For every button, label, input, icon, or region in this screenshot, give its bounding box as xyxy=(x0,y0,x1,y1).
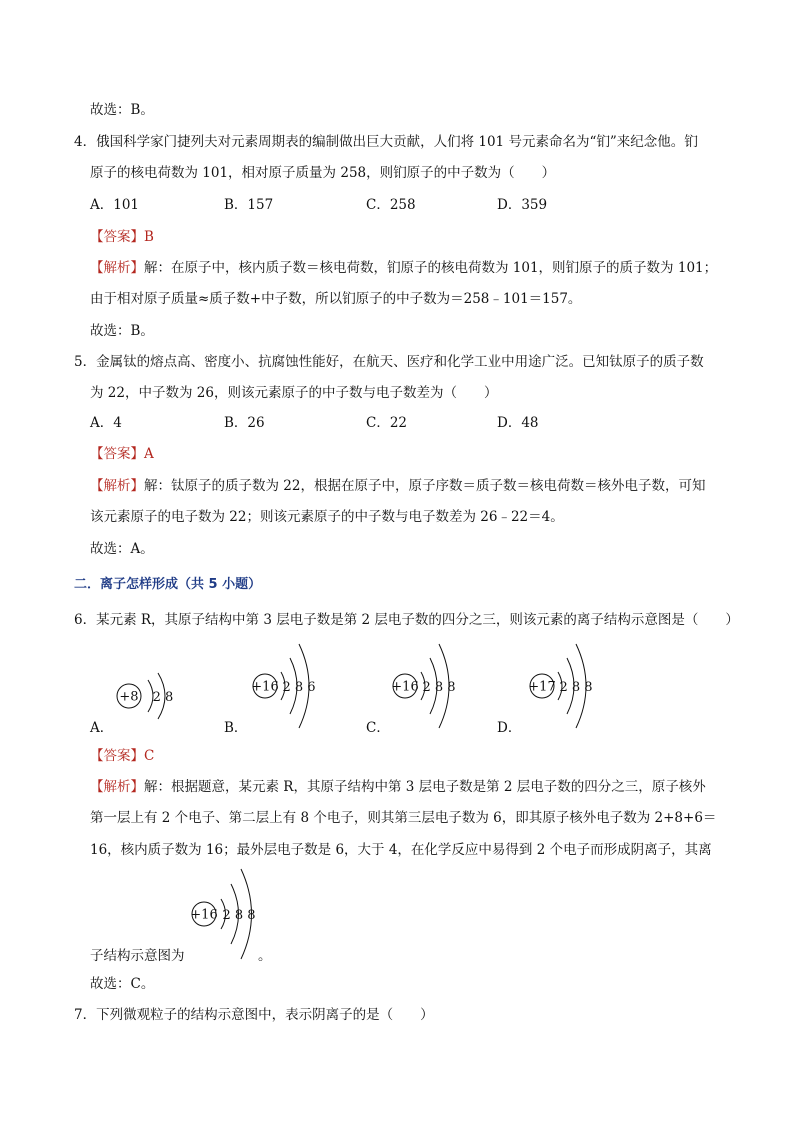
q6-option-b-label: B． xyxy=(224,720,248,736)
q4-option-c: C．258 xyxy=(366,197,416,213)
electron-config: 2 8 8 xyxy=(559,680,593,695)
q6-stem-line1: 6．某元素 R，其原子结构中第 3 层电子数是第 2 层电子数的四分之三，则该元素的离子结构示意图是（ ） xyxy=(74,612,739,628)
q5-analysis-line1 xyxy=(90,477,705,495)
answer-value: A xyxy=(144,446,154,462)
q5-option-c: C．22 xyxy=(366,415,408,431)
q3-conclusion: 故选：B。 xyxy=(90,102,154,118)
q6-diagram-c xyxy=(388,640,478,730)
q4-option-d: D．359 xyxy=(497,197,548,213)
q4-option-a: A．101 xyxy=(90,197,140,213)
q6-diagram-b xyxy=(248,640,338,730)
analysis-tag: 【解析】 xyxy=(90,260,144,276)
analysis-text: 解：根据题意，某元素 R，其原子结构中第 3 层电子数是第 2 层电子数的四分之三，原子核外 xyxy=(144,779,706,795)
q5-answer xyxy=(90,445,154,463)
q5-conclusion: 故选：A。 xyxy=(90,541,154,557)
nucleus-charge: +17 xyxy=(528,679,556,695)
nucleus-charge: +16 xyxy=(190,907,218,923)
q6-analysis-line3: 16，核内质子数为 16；最外层电子数是 6，大于 4，在化学反应中易得到 2 个电子而形成阴离子，其离 xyxy=(90,842,712,858)
q6-diagram-d xyxy=(525,640,615,730)
answer-tag: 【答案】 xyxy=(90,748,144,764)
electron-config: 2 8 8 xyxy=(422,680,456,695)
analysis-tag: 【解析】 xyxy=(90,779,144,795)
nucleus-charge: +16 xyxy=(391,679,419,695)
section-title: 二．离子怎样形成（共 5 小题） xyxy=(74,577,262,592)
answer-tag: 【答案】 xyxy=(90,446,144,462)
q5-stem-line2: 为 22，中子数为 26，则该元素原子的中子数与电子数差为（ ） xyxy=(90,385,498,401)
q5-option-d: D．48 xyxy=(497,415,539,431)
q4-option-b: B．157 xyxy=(224,197,274,213)
answer-value: B xyxy=(144,229,154,245)
q6-analysis-line2: 第一层上有 2 个电子、第二层上有 8 个电子，则其第三层电子数为 6，即其原子核外电子数为 2+8+6＝ xyxy=(90,810,717,826)
q6-analysis-line4: 子结构示意图为 xyxy=(90,948,185,964)
q6-option-d-label: D． xyxy=(497,720,522,736)
q6-option-c-label: C． xyxy=(366,720,390,736)
nucleus-charge: +8 xyxy=(119,689,139,705)
q7-stem-line1: 7．下列微观粒子的结构示意图中，表示阴离子的是（ ） xyxy=(74,1007,434,1023)
q4-stem-line2: 原子的核电荷数为 101，相对原子质量为 258，则钔原子的中子数为（ ） xyxy=(90,165,556,181)
nucleus-charge: +16 xyxy=(251,679,279,695)
q4-analysis-line2: 由于相对原子质量≈质子数+中子数，所以钔原子的中子数为＝258﹣101＝157。 xyxy=(90,291,582,307)
q6-analysis-line4-end: 。 xyxy=(258,948,272,964)
electron-config: 2 8 6 xyxy=(282,680,316,695)
q4-conclusion: 故选：B。 xyxy=(90,323,154,339)
analysis-tag: 【解析】 xyxy=(90,478,144,494)
analysis-text: 解：钛原子的质子数为 22，根据在原子中，原子序数＝质子数＝核电荷数＝核外电子数，可知 xyxy=(144,478,706,494)
q4-analysis-line1 xyxy=(90,259,717,277)
q5-option-a: A．4 xyxy=(90,415,122,431)
q5-stem-line1: 5．金属钛的熔点高、密度小、抗腐蚀性能好，在航天、医疗和化学工业中用途广泛。已知钛原子的质子数 xyxy=(74,354,704,370)
q4-answer xyxy=(90,228,154,246)
analysis-text: 解：在原子中，核内质子数＝核电荷数，钔原子的核电荷数为 101，则钔原子的质子数为 101； xyxy=(144,260,718,276)
q5-analysis-line2: 该元素原子的电子数为 22；则该元素原子的中子数与电子数差为 26﹣22＝4。 xyxy=(90,509,564,525)
q6-conclusion: 故选：C。 xyxy=(90,976,155,992)
electron-config: 2 8 xyxy=(152,690,174,705)
q5-option-b: B．26 xyxy=(224,415,265,431)
q6-option-a-label: A． xyxy=(90,720,114,736)
q6-diagram-a xyxy=(112,660,212,720)
q6-analysis-line1 xyxy=(90,778,706,796)
q4-stem-line1: 4．俄国科学家门捷列夫对元素周期表的编制做出巨大贡献，人们将 101 号元素命名为“钔”来纪念他。钔 xyxy=(74,134,698,150)
q6-answer xyxy=(90,747,154,765)
answer-value: C xyxy=(144,748,155,764)
answer-tag: 【答案】 xyxy=(90,229,144,245)
electron-config: 2 8 8 xyxy=(222,908,256,923)
